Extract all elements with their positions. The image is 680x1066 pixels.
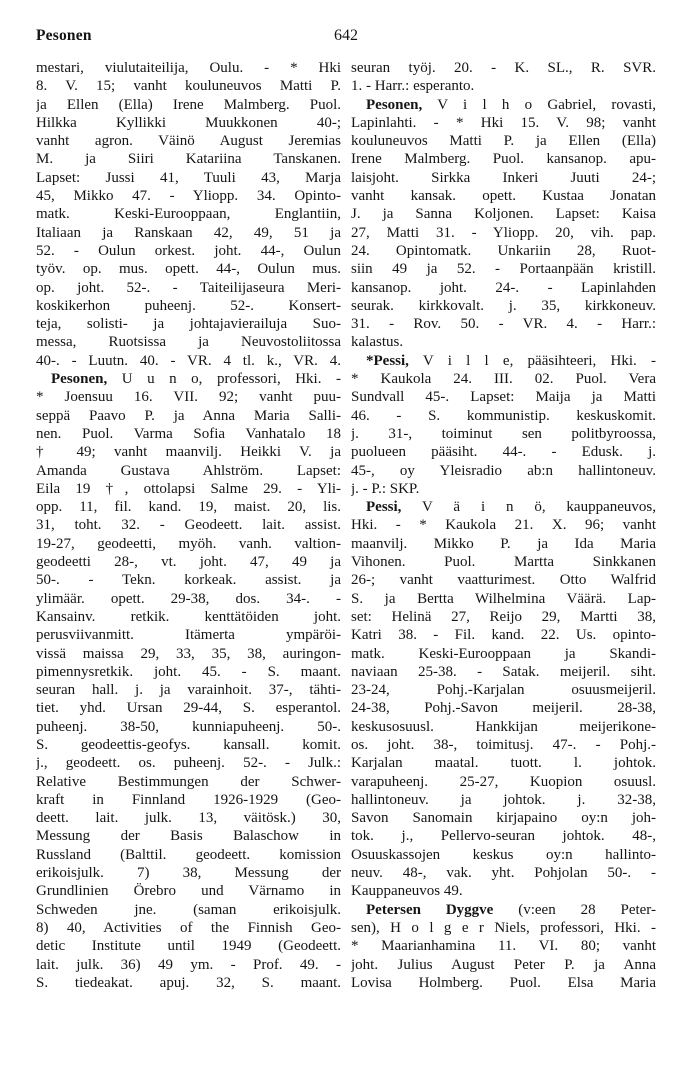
text-line: Petersen Dyggve (v:een 28 Peter-: [366, 901, 656, 918]
text-line: 31. - Rov. 50. - VR. 4. - Harr.:: [351, 316, 656, 333]
text-line: Kansainv. retkik. kenttätöiden joht.: [36, 608, 341, 625]
text-line: vissä maissa 29, 33, 35, 38, auringon-: [36, 645, 341, 662]
text-line: puheenj. 38-50, kunniapuheenj. 50-.: [36, 718, 341, 735]
text-line: seuran hall. j. ja varainhoit. 37-, tähti-: [36, 682, 341, 699]
right-column: [351, 59, 656, 992]
text-line: S. geodeettis-geofys. kansall. komit.: [36, 736, 341, 753]
text-line: J. ja Sanna Koljonen. Lapset: Kaisa: [351, 206, 656, 223]
text-line: 8. V. 15; vanht kouluneuvos Matti P.: [36, 78, 341, 95]
text-line: geodeetti 28-, vt. joht. 47, 49 ja: [36, 554, 341, 571]
text-line: hallintoneuv. ja johtok. j. 32-38,: [351, 791, 656, 808]
text-line: nen. Puol. Varma Sofia Vanhatalo 18: [36, 425, 341, 442]
text-line: pimennysretkik. joht. 45. - S. maant.: [36, 663, 341, 680]
text-line: † 49; vanht maanvilj. Heikki V. ja: [36, 444, 341, 461]
text-line: seurak. kirkkovalt. j. 35, kirkkoneuv.: [351, 297, 656, 314]
text-line: * Maarianhamina 11. VI. 80; vanht: [351, 938, 656, 955]
text-line: Pesonen, V i l h o Gabriel, rovasti,: [366, 96, 656, 113]
text-line: * Joensuu 16. VII. 92; vanht puu-: [36, 389, 341, 406]
entry-name: *Pessi,: [366, 352, 409, 369]
text-line: 23-24, Pohj.-Karjalan osuusmeijeril.: [351, 682, 656, 699]
text-line: 31, toht. 32. - Geodeett. lait. assist.: [36, 517, 341, 534]
text-line: 40-. - Luutn. 40. - VR. 4 tl. k., VR. 4.: [36, 352, 341, 369]
text-line: neuv. 48-, vak. yht. Pohjolan 50-. -: [351, 865, 656, 882]
text-line: matk. Keski-Eurooppaan, Englantiin,: [36, 206, 341, 223]
text-line: j. 31-, toiminut sen politbyroossa,: [351, 425, 656, 442]
text-line: op. joht. 52-. - Taiteilijaseura Meri-: [36, 279, 341, 296]
text-line: S. ja Bertta Wilhelmina Väärä. Lap-: [351, 590, 656, 607]
text-line: 50-. - Tekn. korkeak. assist. ja: [36, 572, 341, 589]
text-line: vanht kansak. opett. Kustaa Jonatan: [351, 188, 656, 205]
text-line: 46. - S. kommunistip. keskuskomit.: [351, 407, 656, 424]
text-line: Sundvall 45-. Lapset: Maija ja Matti: [351, 389, 656, 406]
text-line: mestari, viulutaiteilija, Oulu. - * Hki: [36, 60, 341, 76]
text-line: Lapset: Jussi 41, Tuuli 43, Marja: [36, 169, 341, 186]
text-line: perusviivanmitt. Itämerta ympäröi-: [36, 627, 341, 644]
text-line: opp. 11, fil. kand. 19, maist. 20, lis.: [36, 499, 341, 516]
text-line: deett. lait. julk. 13, väitösk.) 30,: [36, 810, 341, 827]
text-line: Italiaan ja Ranskaan 42, 49, 51 ja: [36, 224, 341, 241]
text-line: messa, Ruotsissa ja Neuvostoliitossa: [36, 334, 341, 351]
entry-name: Petersen Dyggve: [366, 901, 494, 918]
text-line: erikoisjulk. 7) 38, Messung der: [36, 865, 341, 882]
page-number: 642: [334, 27, 358, 44]
text-line: keskusosuusl. Hankkijan meijerikone-: [351, 718, 656, 735]
text-line: 27, Matti 31. - Yliopp. 20, vih. pap.: [351, 224, 656, 241]
text-line: matk. Keski-Eurooppaan ja Skandi-: [351, 645, 656, 662]
text-line: Messung der Basis Balaschow in: [36, 828, 341, 845]
text-line: sen), H o l g e r Niels, professori, Hki. -: [351, 919, 656, 936]
text-line: Lovisa Holmberg. Puol. Elsa Maria: [351, 974, 656, 991]
text-line: Savon Sanomain kirjapaino oy:n joh-: [351, 810, 656, 827]
text-line: koskikerhon puheenj. 52-. Konsert-: [36, 297, 341, 314]
text-line: *Pessi, V i l l e, pääsihteeri, Hki. -: [366, 352, 656, 369]
text-line: Katri 38. - Fil. kand. 22. Us. opinto-: [351, 627, 656, 644]
text-line: Hki. - * Kaukola 21. X. 96; vanht: [351, 517, 656, 534]
text-line: 8) 40, Activities of the Finnish Geo-: [36, 919, 341, 936]
text-line: maanvilj. Mikko P. ja Ida Maria: [351, 535, 656, 552]
text-line: 52. - Oulun orkest. joht. 44-, Oulun: [36, 242, 341, 259]
text-line: lait. julk. 36) 49 ym. - Prof. 49. -: [36, 956, 341, 973]
entry-name: Pessi,: [366, 499, 402, 516]
text-line: j. - P.: SKP.: [351, 480, 420, 497]
text-line: 45, Mikko 47. - Yliopp. 34. Opinto-: [36, 188, 341, 205]
text-line: seuran työj. 20. - K. SL., R. SVR.: [351, 60, 656, 76]
text-line: Kauppaneuvos 49.: [351, 883, 463, 900]
text-line: Lapinlahti. - * Hki 15. V. 98; vanht: [351, 114, 656, 131]
entry-name: Pesonen,: [366, 96, 423, 113]
text-line: ja Ellen (Ella) Irene Malmberg. Puol.: [36, 96, 341, 113]
running-head: Pesonen: [36, 27, 92, 44]
text-line: M. ja Siiri Katariina Tanskanen.: [36, 151, 341, 168]
text-line: Irene Malmberg. Puol. kansanop. apu-: [351, 151, 656, 168]
text-line: tok. j., Pellervo-seuran johtok. 48-,: [351, 828, 656, 845]
text-line: os. joht. 38-, toimitusj. 47-. - Pohj.-: [351, 736, 656, 753]
text-line: siin 49 ja 52. - Portaanpään kristill.: [351, 261, 656, 278]
text-line: Osuuskassojen keskus oy:n hallinto-: [351, 846, 656, 863]
text-block: [36, 59, 656, 992]
text-line: 24. Opintomatk. Unkariin 28, Ruot-: [351, 242, 656, 259]
text-line: 45-, oy Yleisradio ab:n hallintoneuv.: [351, 462, 656, 479]
text-line: detic Institute until 1949 (Geodeett.: [36, 938, 341, 955]
text-line: kouluneuvos Matti P. ja Ellen (Ella): [351, 133, 656, 150]
text-line: joht. Julius August Peter P. ja Anna: [351, 956, 656, 973]
text-line: Amanda Gustava Ahlström. Lapset:: [36, 462, 341, 479]
text-line: teja, solisti- ja johtajavierailuja Suo-: [36, 316, 341, 333]
text-line: Grundlinien Örebro und Värnamo in: [36, 883, 341, 900]
text-line: kansanop. joht. 24-. - Lapinlahden: [351, 279, 656, 296]
text-line: Relative Bestimmungen der Schwer-: [36, 773, 341, 790]
text-line: Schweden jne. (saman erikoisjulk.: [36, 901, 341, 918]
text-line: laisjoht. Sirkka Inkeri Juuti 24-;: [351, 169, 656, 186]
text-line: Pesonen, U u n o, professori, Hki. -: [51, 371, 341, 388]
left-column: [36, 59, 341, 992]
text-line: Hilkka Kyllikki Muukkonen 40-;: [36, 114, 341, 131]
text-line: j., geodeett. os. puheenj. 52-. - Julk.:: [36, 755, 341, 772]
text-line: vanht agron. Väinö August Jeremias: [36, 133, 341, 150]
text-line: kalastus.: [351, 334, 404, 351]
text-line: kraft in Finnland 1926-1929 (Geo-: [36, 791, 341, 808]
text-line: * Kaukola 24. III. 02. Puol. Vera: [351, 371, 656, 388]
text-line: S. tiedeakat. apuj. 32, S. maant.: [36, 974, 341, 991]
text-line: Russland (Balttil. geodeett. komission: [36, 846, 341, 863]
text-line: työv. op. mus. opett. 44-, Oulun mus.: [36, 261, 341, 278]
text-line: seppä Paavo P. ja Anna Maria Salli-: [36, 407, 341, 424]
text-line: Pessi, V ä i n ö, kauppaneuvos,: [366, 499, 656, 516]
page-header: [36, 27, 656, 47]
text-line: 1. - Harr.: esperanto.: [351, 78, 475, 95]
text-line: 26-; vanht vaatturimest. Otto Walfrid: [351, 572, 656, 589]
text-line: 19-27, geodeetti, myöh. vanh. valtion-: [36, 535, 341, 552]
text-line: Eila 19 †, ottolapsi Salme 29. - Yli-: [36, 480, 341, 497]
text-line: tiet. yhd. Ursan 29-44, S. esperantol.: [36, 700, 341, 717]
text-line: set: Helinä 27, Reijo 29, Martti 38,: [351, 608, 656, 625]
text-line: puolueen pääsiht. 44-. - Edusk. j.: [351, 444, 656, 461]
entry-name: Pesonen,: [51, 371, 108, 388]
text-line: ylimäär. opett. 29-38, dos. 34-. -: [36, 590, 341, 607]
text-line: naviaan 25-38. - Satak. meijeril. siht.: [351, 663, 656, 680]
text-line: Vihonen. Puol. Martta Sinkkanen: [351, 554, 656, 571]
text-line: 24-38, Pohj.-Savon meijeril. 28-38,: [351, 700, 656, 717]
text-line: varapuheenj. 25-27, Kuopion osuusl.: [351, 773, 656, 790]
text-line: Karjalan maatal. tuott. l. johtok.: [351, 755, 656, 772]
